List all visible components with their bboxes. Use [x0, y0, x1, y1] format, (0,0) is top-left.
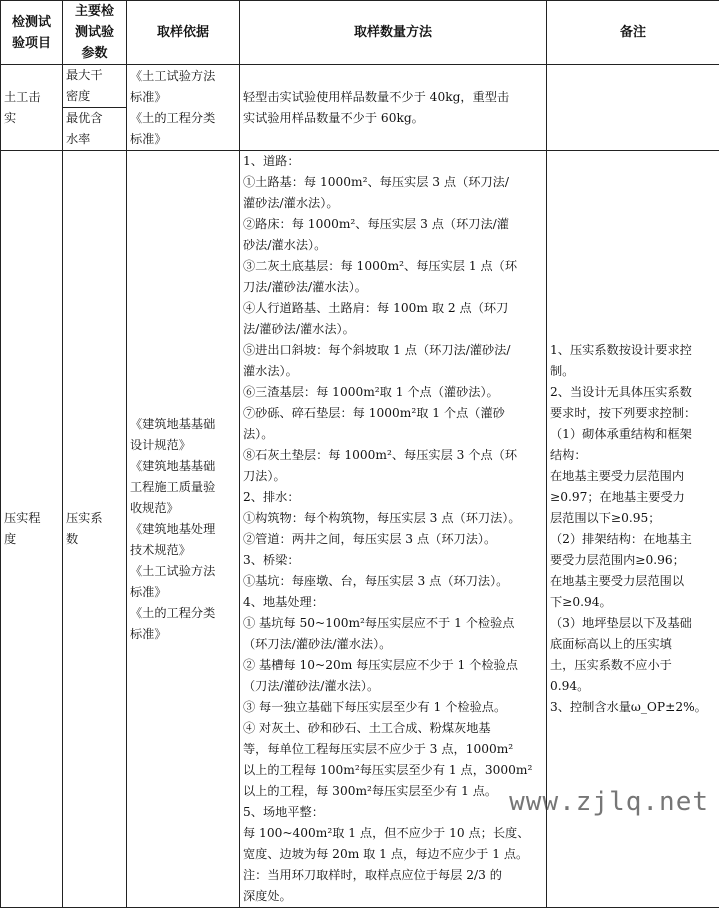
header-row — [1, 1, 719, 65]
row1-remark — [547, 65, 719, 151]
header-method: 取样数量方法 — [240, 1, 547, 65]
watermark: www.zjlq.net — [509, 787, 709, 817]
row1-item: 土工击 实 — [1, 65, 63, 151]
row1-basis: 《土工试验方法 标准》 《土的工程分类 标准》 — [127, 65, 240, 151]
row2-item: 压实程 度 — [1, 151, 63, 908]
header-param: 主要检 测试验 参数 — [63, 1, 127, 65]
row1-method: 轻型击实试验使用样品数量不少于 40kg，重型击 实试验用样品数量不少于 60kg。 — [240, 65, 547, 151]
header-item: 检测试 验项目 — [1, 1, 63, 65]
row1-param-b: 最优含 水率 — [63, 108, 127, 151]
row2-method: 1、道路： ①土路基：每 1000m²、每压实层 3 点（环刀法/ 灌砂法/灌水法）。 ②路床：每 1000m²、每压实层 3 点（环刀法/灌 砂法/灌水法）。 ③二灰土底基层：每 1000m²、每压实层 1 点（环 刀法/灌砂法/灌水法）。 ④人行道路基、土路肩：每 100m 取 2 点（环刀 法/灌砂法/灌水法）。 ⑤进出口斜坡：每个斜坡取 1 点（环刀法/灌砂法/ 灌水法）。 ⑥三渣基层：每 1000m²取 1 个点（灌砂法）。 ⑦砂砾、碎石垫层：每 1000m²取 1 个点（灌砂 法）。 ⑧石灰土垫层：每 1000m²、每压实层 3 个点（环 刀法）。 2、排水： ①构筑物：每个构筑物，每压实层 3 点（环刀法）。 ②管道：两井之间，每压实层 3 点（环刀法）。 3、桥梁： ①基坑：每座墩、台，每压实层 3 点（环刀法）。 4、地基处理： ① 基坑每 50~100m²每压实层应不于 1 个检验点 （环刀法/灌砂法/灌水法）。 ② 基槽每 10~20m 每压实层应不少于 1 个检验点 （刀法/灌砂法/灌水法）。 ③ 每一独立基础下每压实层至少有 1 个检验点。 ④ 对灰土、砂和砂石、土工合成、粉煤灰地基 等，每单位工程每压实层不应少于 3 点，1000m² 以上的工程每 100m²每压实层至少有 1 点，3000m² 以上的工程，每 300m²每压实层至少有 1 点。 5、场地平整： 每 100~400m²取 1 点，但不应少于 10 点；长度、 宽度、边坡为每 20m 取 1 点，每边不应少于 1 点。 注：当用环刀取样时，取样点应位于每层 2/3 的 深度处。 — [240, 151, 547, 908]
row2-basis: 《建筑地基基础 设计规范》 《建筑地基基础 工程施工质量验 收规范》 《建筑地基处理 技术规范》 《土工试验方法 标准》 《土的工程分类 标准》 — [127, 151, 240, 908]
row2-param: 压实系 数 — [63, 151, 127, 908]
header-remark: 备注 — [547, 1, 719, 65]
row1-param-a: 最大干 密度 — [63, 65, 127, 108]
row2-remark: 1、压实系数按设计要求控 制。 2、当设计无具体压实系数 要求时，按下列要求控制： （1）砌体承重结构和框架 结构： 在地基主要受力层范围内 ≥0.97；在地基主要受力 层范围以下≥0.95； （2）排架结构：在地基主 要受力层范围内≥0.96； 在地基主要受力层范围以 下≥0.94。 （3）地坪垫层以下及基础 底面标高以上的压实填 土，压实系数不应小于 0.94。 3、控制含水量ω_OP±2%。 — [547, 151, 719, 908]
table-row — [1, 65, 719, 108]
header-basis: 取样依据 — [127, 1, 240, 65]
